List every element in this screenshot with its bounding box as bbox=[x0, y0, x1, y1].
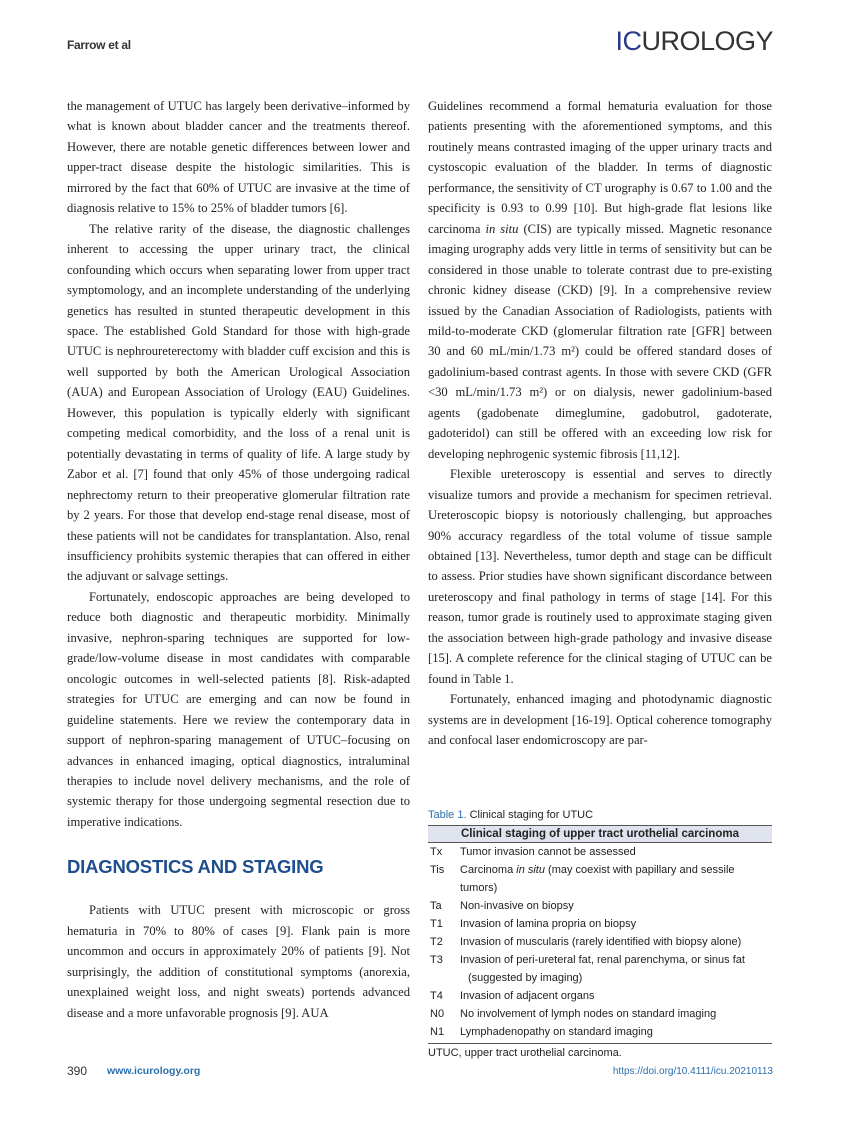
section-heading: DIAGNOSTICS AND STAGING bbox=[67, 856, 324, 878]
paragraph: Flexible ureteroscopy is essential and serves to directly visualize tumors and provide a mechanism for specimen retrieval. Ureteroscopic biopsy is notoriously challenging, but approaches 90% accuracy regardless of the total volume of tissue sample obtained [13]. Nevertheless, tumor depth and stage can be difficult to assess. Prior studies have shown significant discordance between ureteroscopy and final pathology in terms of stage [14]. For this reason, tumor grade is routinely used to approximate staging given the association between high-grade pathology and invasive disease [15]. A complete reference for the clinical staging of UTUC can be found in Table 1. bbox=[428, 467, 772, 686]
paragraph: Guidelines recommend a formal hematuria evaluation for those patients presenting with the aforementioned symptoms, and this routinely means contrasted imaging of the upper urinary tracts and cystoscopic evaluation of the bladder. In terms of diagnostic performance, the sensitivity of CT urography is 0.67 to 1.00 and the specificity is 0.93 to 0.99 [10]. But high-grade flat lesions like carcinoma in situ (CIS) are typically missed. Magnetic resonance imaging urography adds very little in terms of sensitivity but can be considered in those unable to tolerate contrast due to pre-existing chronic kidney disease (CKD) [9]. In a comprehensive review issued by the Canadian Association of Radiologists, patients with mild-to-moderate CKD (glomerular filtration rate [GFR] between 30 and 60 mL/min/1.73 m²) could be offered standard doses of gadolinium-based contrast agents. In those with severe CKD (GFR <30 mL/min/1.73 m²) or on dialysis, newer gadolinium-based agents (gadobenate dimeglumine, gadobutrol, gadoterate, gadoteridol) can still be offered with an exceeding low risk for developing nephrogenic systemic fibrosis [11,12]. bbox=[428, 99, 772, 461]
staging-table bbox=[428, 809, 772, 1059]
table-row: T4 Invasion of adjacent organs bbox=[430, 990, 595, 1002]
table-caption: Table 1. Clinical staging for UTUC bbox=[428, 809, 594, 821]
left-column bbox=[67, 96, 410, 1023]
table-row: T2 Invasion of muscularis (rarely identified with biopsy alone) bbox=[430, 936, 742, 948]
doi-link[interactable]: https://doi.org/10.4111/icu.20210113 bbox=[612, 1066, 773, 1077]
paragraph: the management of UTUC has largely been derivative–informed by what is known about bladder cancer and the treatments thereof. However, there are notable genetic differences between lower and upper-tract disease despite the histologic similarities. This is mirrored by the fact that 60% of UTUC are invasive at the time of diagnosis relative to 15% to 25% of bladder tumors [6]. bbox=[67, 99, 410, 216]
table-row: Ta Non-invasive on biopsy bbox=[430, 900, 574, 912]
paragraph: Fortunately, endoscopic approaches are being developed to reduce both diagnostic and therapeutic morbidity. Minimally invasive, nephron-sparing techniques are supported for low-grade/low-volume disease in most candidates with comparable oncologic outcomes in well-selected patients [8]. Risk-adapted strategies for UTUC are emerging and can now be found in guideline statements. Here we review the contemporary data in support of nephron-sparing management of UTUC–focusing on advances in enhanced imaging, optical diagnostics, intraluminal therapies to include novel delivery mechanisms, and the role of systemic therapy for those undergoing segmental resection due to imperative indications. bbox=[67, 589, 410, 829]
table-row: T3 Invasion of peri-ureteral fat, renal parenchyma, or sinus fat (suggested by imaging) bbox=[430, 954, 745, 984]
table-footnote: UTUC, upper tract urothelial carcinoma. bbox=[428, 1043, 772, 1059]
table-row: N1 Lymphadenopathy on standard imaging bbox=[430, 1026, 653, 1038]
running-header-author: Farrow et al bbox=[67, 38, 131, 52]
right-column bbox=[428, 96, 772, 751]
page-number: 390 bbox=[67, 1064, 88, 1078]
table-header: Clinical staging of upper tract urothelial carcinoma bbox=[428, 825, 772, 843]
table-row: Tis Carcinoma in situ (may coexist with papillary and sessile tumors) bbox=[430, 864, 735, 894]
table-row: N0 No involvement of lymph nodes on standard imaging bbox=[430, 1008, 717, 1020]
paragraph: Patients with UTUC present with microscopic or gross hematuria in 70% to 80% of cases [9]. Flank pain is more uncommon and occurs in approximately 20% of patients [9]. Not surprisingly, the addition of constitutional symptoms (anorexia, unexplained weight loss, and night sweats) portends advanced disease and a more unfavorable prognosis [9]. AUA bbox=[67, 903, 410, 1020]
table-row: Tx Tumor invasion cannot be assessed bbox=[430, 846, 636, 858]
journal-logo: ICUROLOGY bbox=[615, 26, 773, 56]
paragraph: The relative rarity of the disease, the diagnostic challenges inherent to accessing the upper urinary tract, the clinical confounding which occurs when separating lower from upper tract symptomology, and an incomplete understanding of the underlying genetics has resulted in stunted therapeutic development in this space. The established Gold Standard for those with high-grade UTUC is nephroureterectomy with bladder cuff excision and this is well supported by both the American Urological Association (AUA) and European Association of Urology (EAU) Guidelines. However, this population is typically elderly with significant competing medical comorbidity, and the loss of a renal unit is potentially devastating in terms of quality of life. A large study by Zabor et al. [7] found that only 45% of those undergoing radical nephrectomy return to their preoperative glomerular filtration rate by 2 years. For those that develop end-stage renal disease, most of these patients will not be candidates for transplantation. Also, renal insufficiency prohibits systemic therapies that can offered in either the adjuvant or salvage settings. bbox=[67, 221, 410, 584]
paragraph: Fortunately, enhanced imaging and photodynamic diagnostic systems are in development [16-19]. Optical coherence tomography and confocal laser endomicroscopy are par- bbox=[428, 692, 772, 748]
journal-url-link[interactable]: www.icurology.org bbox=[107, 1065, 201, 1077]
table-row: T1 Invasion of lamina propria on biopsy bbox=[430, 918, 637, 930]
